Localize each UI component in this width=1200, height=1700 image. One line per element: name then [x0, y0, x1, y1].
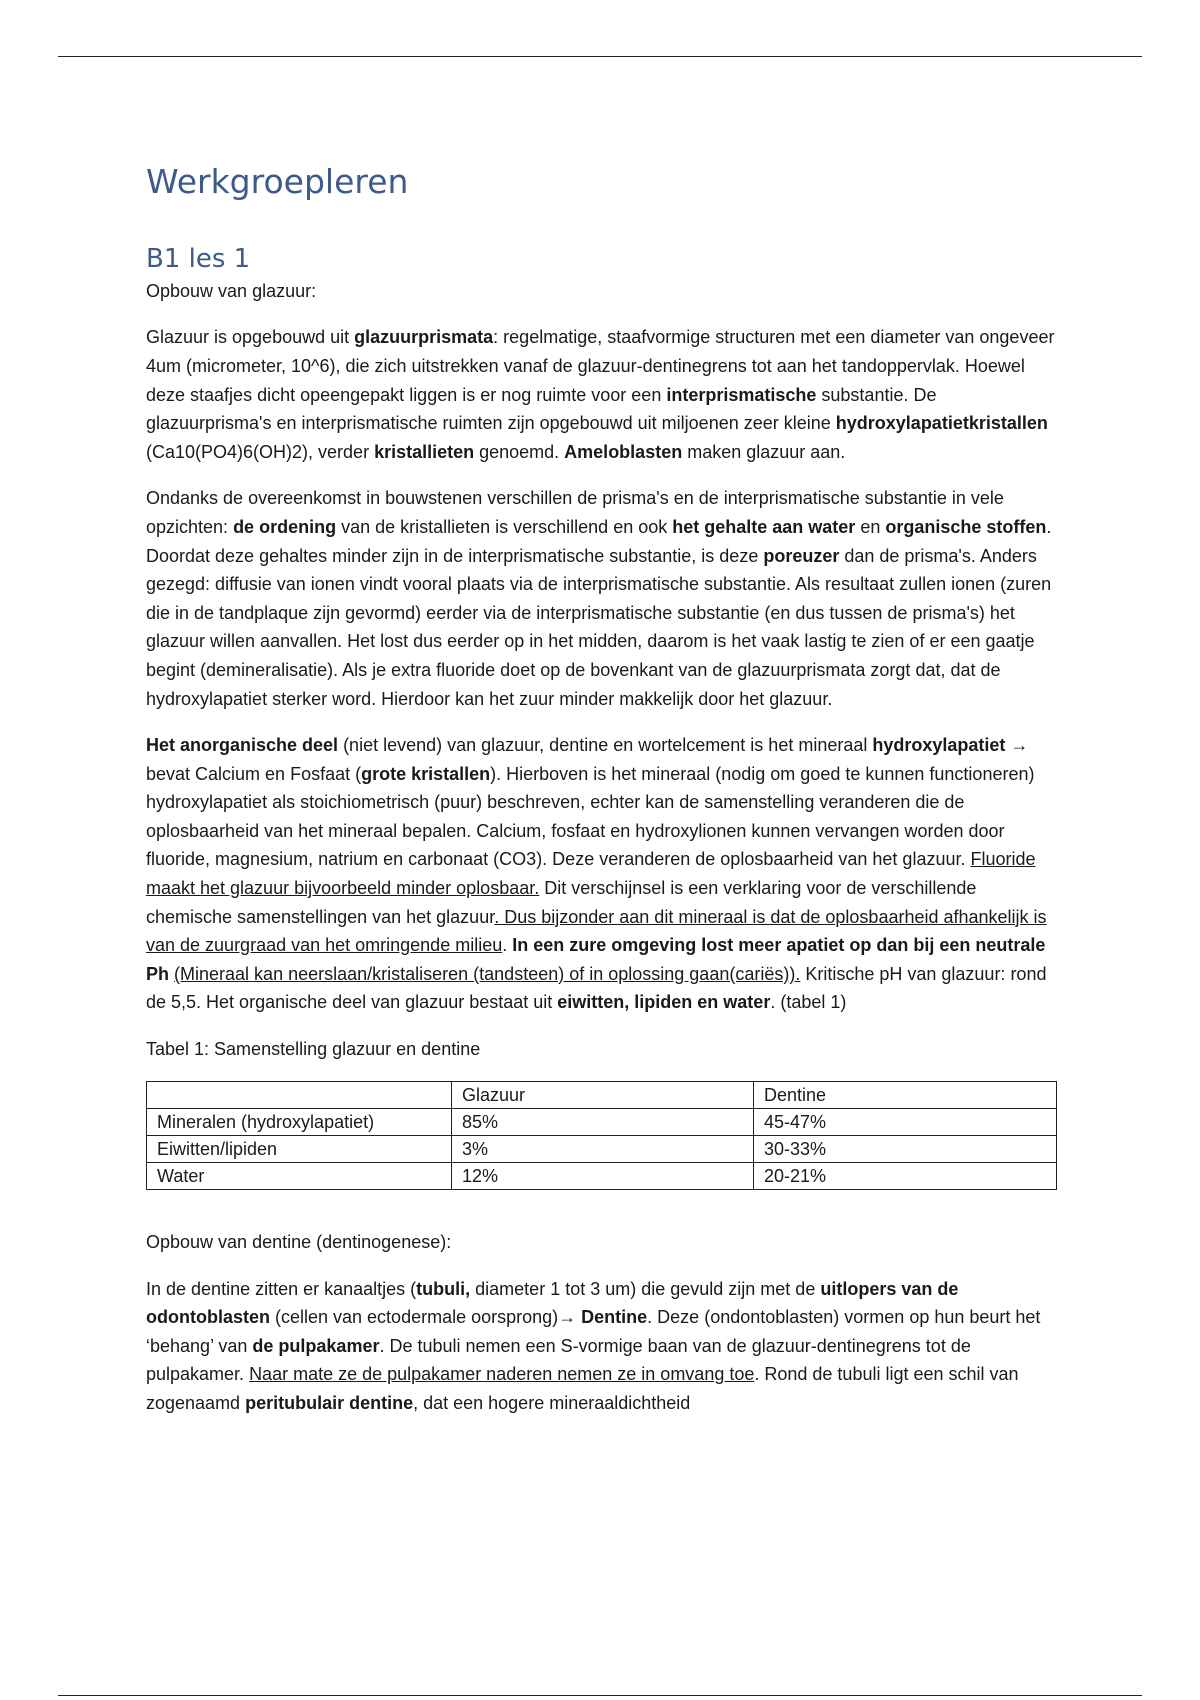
document-body: [146, 162, 1056, 1418]
footer-rule: [58, 1695, 1142, 1696]
table-header-cell: Dentine: [754, 1082, 1057, 1109]
table-cell: 45-47%: [754, 1109, 1057, 1136]
table-row: [147, 1109, 1057, 1136]
subheading-glazuur: Opbouw van glazuur:: [146, 280, 317, 301]
table-cell: Eiwitten/lipiden: [147, 1136, 452, 1163]
document-title: Werkgroepleren: [146, 162, 409, 201]
paragraph-prisma-verschillen: Ondanks de overeenkomst in bouwstenen verschillen de prisma's en de interprismatische substantie in vele opzichten: de ordening van de kristallieten is verschillend en ook het gehalte aan water en organische stoffen. Doordat deze gehaltes minder zijn in de interprismatische substantie, is deze poreuzer dan de prisma's. Anders gezegd: diffusie van ionen vindt vooral plaats via de interprismatische substantie. Als resultaat zullen ionen (zuren die in de tandplaque zijn gevormd) eerder via de interprismatische substantie (en dus tussen de prisma's) het glazuur willen aanvallen. Het lost dus eerder op in het midden, daarom is het vaak lastig te zien of er een gaatje begint (demineralisatie). Als je extra fluoride doet op de bovenkant van de glazuurprismata zorgt dat, dat de hydroxylapatiet sterker word. Hierdoor kan het zuur minder makkelijk door het glazuur.: [146, 488, 1052, 709]
table-header-cell: Glazuur: [452, 1082, 754, 1109]
table-cell: 30-33%: [754, 1136, 1057, 1163]
table-row: [147, 1136, 1057, 1163]
subheading-dentine: Opbouw van dentine (dentinogenese):: [146, 1232, 452, 1253]
composition-table: [146, 1081, 1057, 1190]
table-cell: 20-21%: [754, 1163, 1057, 1190]
table-cell: 85%: [452, 1109, 754, 1136]
paragraph-dentine: In de dentine zitten er kanaaltjes (tubuli, diameter 1 tot 3 um) die gevuld zijn met de uitlopers van de odontoblasten (cellen van ectodermale oorsprong)→ Dentine. Deze (ondontoblasten) vormen op hun beurt het ‘behang’ van de pulpakamer. De tubuli nemen een S-vormige baan van de glazuur-dentinegrens tot de pulpakamer. Naar mate ze de pulpakamer naderen nemen ze in omvang toe. Rond de tubuli ligt een schil van zogenaamd peritubulair dentine, dat een hogere mineraaldichtheid: [146, 1278, 1041, 1413]
table-caption: Tabel 1: Samenstelling glazuur en dentine: [146, 1039, 481, 1060]
header-rule: [58, 56, 1142, 57]
table-header-cell: [147, 1082, 452, 1109]
table-row: [147, 1163, 1057, 1190]
paragraph-anorganisch-deel: Het anorganische deel (niet levend) van glazuur, dentine en wortelcement is het mineraal hydroxylapatiet → bevat Calcium en Fosfaat (grote kristallen). Hierboven is het mineraal (nodig om goed te kunnen functioneren) hydroxylapatiet als stoichiometrisch (puur) beschreven, echter kan de samenstelling veranderen die de oplosbaarheid van het mineraal bepalen. Calcium, fosfaat en hydroxylionen kunnen vervangen worden door fluoride, magnesium, natrium en carbonaat (CO3). Deze veranderen de oplosbaarheid van het glazuur. Fluoride maakt het glazuur bijvoorbeeld minder oplosbaar. Dit verschijnsel is een verklaring voor de verschillende chemische samenstellingen van het glazuur. Dus bijzonder aan dit mineraal is dat de oplosbaarheid afhankelijk is van de zuurgraad van het omringende milieu. In een zure omgeving lost meer apatiet op dan bij een neutrale Ph (Mineraal kan neerslaan/kristaliseren (tandsteen) of in oplossing gaan(cariës)). Kritische pH van glazuur: rond de 5,5. Het organische deel van glazuur bestaat uit eiwitten, lipiden en water. (tabel 1): [146, 735, 1047, 1013]
paragraph-glazuur-opbouw: Glazuur is opgebouwd uit glazuurprismata: regelmatige, staafvormige structuren met een diameter van ongeveer 4um (micrometer, 10^6), die zich uitstrekken vanaf de glazuur-dentinegrens tot aan het tandoppervlak. Hoewel deze staafjes dicht opeengepakt liggen is er nog ruimte voor een interprismatische substantie. De glazuurprisma's en interprismatische ruimten zijn opgebouwd uit miljoenen zeer kleine hydroxylapatietkristallen (Ca10(PO4)6(OH)2), verder kristallieten genoemd. Ameloblasten maken glazuur aan.: [146, 327, 1055, 462]
table-cell: 12%: [452, 1163, 754, 1190]
table-cell: Water: [147, 1163, 452, 1190]
table-cell: 3%: [452, 1136, 754, 1163]
table-cell: Mineralen (hydroxylapatiet): [147, 1109, 452, 1136]
table-header-row: [147, 1082, 1057, 1109]
section-heading: B1 les 1: [146, 243, 251, 274]
